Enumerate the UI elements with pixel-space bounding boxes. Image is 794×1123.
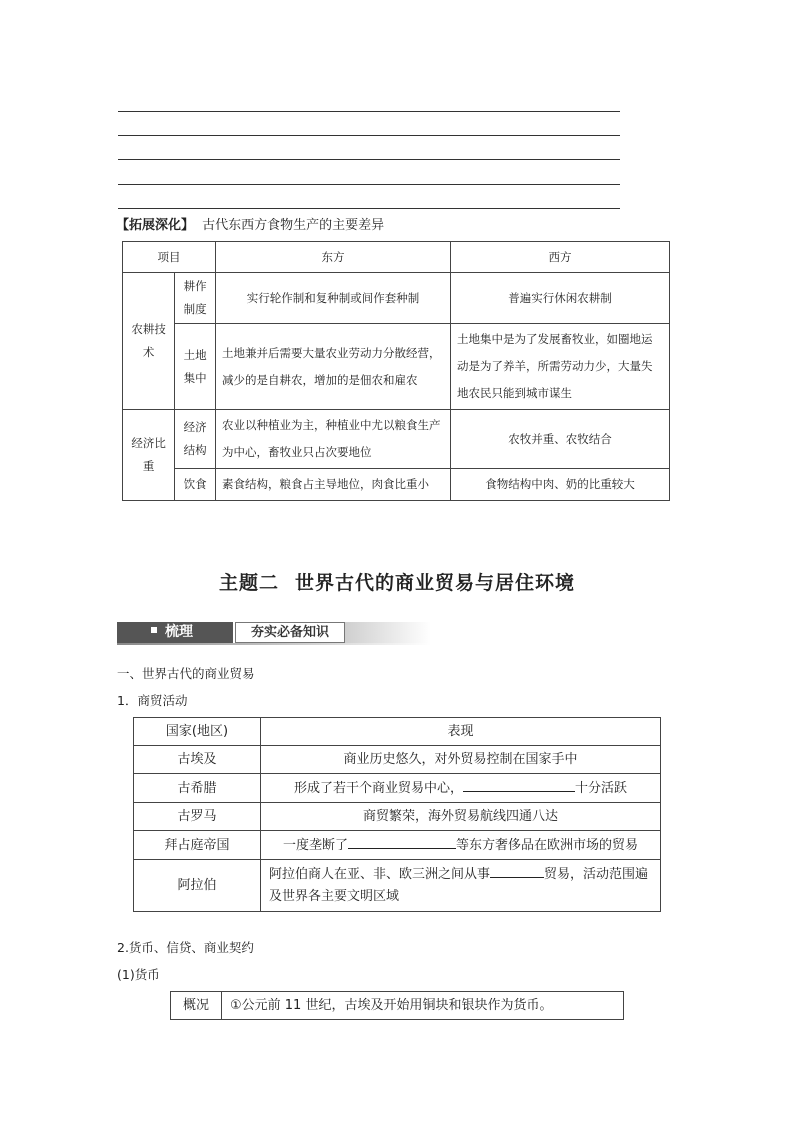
section2-heading: 2.货币、信贷、商业契约 [117, 940, 254, 955]
text-part: 阿拉伯商人在亚、非、欧三洲之间从事 [269, 867, 491, 882]
row-label: 土地集中 [175, 324, 216, 410]
group-farming: 农耕技术 [123, 273, 175, 410]
currency-table [170, 991, 624, 1020]
performance-cell [261, 860, 661, 912]
answer-line [118, 184, 620, 185]
performance-cell: 商业历史悠久，对外贸易控制在国家手中 [261, 746, 661, 774]
header-item: 项目 [123, 242, 216, 273]
cell-west: 普遍实行休闲农耕制 [451, 273, 670, 324]
fill-blank[interactable] [348, 834, 456, 849]
header-east: 东方 [216, 242, 451, 273]
section1-heading: 一、世界古代的商业贸易 [117, 666, 255, 681]
banner-dark-label: 梳理 [165, 624, 193, 640]
header-west: 西方 [451, 242, 670, 273]
header-country: 国家(地区) [134, 718, 261, 746]
row-label: 耕作制度 [175, 273, 216, 324]
row-label: 饮食 [175, 469, 216, 501]
text-part: 一度垄断了 [282, 838, 348, 853]
theme-title [0, 568, 794, 595]
trade-activities-table [133, 717, 661, 912]
extension-title: 古代东西方食物生产的主要差异 [202, 218, 385, 233]
theme-number: 主题二 [218, 572, 279, 594]
banner-gradient [345, 622, 431, 643]
cell-east: 素食结构，粮食占主导地位，肉食比重小 [216, 469, 451, 501]
text-part: 等东方奢侈品在欧洲市场的贸易 [456, 838, 639, 853]
section-banner [117, 621, 431, 645]
country-cell: 拜占庭帝国 [134, 831, 261, 860]
extension-heading [116, 217, 384, 235]
row-label: 经济结构 [175, 410, 216, 469]
theme-name: 世界古代的商业贸易与居住环境 [295, 572, 576, 594]
performance-cell: 商贸繁荣，海外贸易航线四通八达 [261, 803, 661, 831]
overview-label: 概况 [171, 992, 222, 1020]
cell-west: 土地集中是为了发展畜牧业，如圈地运动是为了养羊，所需劳动力少，大量失地农民只能到城市谋生 [451, 324, 670, 410]
group-economy: 经济比重 [123, 410, 175, 501]
answer-line [118, 111, 620, 112]
cell-east: 农业以种植业为主，种植业中尤以粮食生产为中心，畜牧业只占次要地位 [216, 410, 451, 469]
country-cell: 古埃及 [134, 746, 261, 774]
east-west-comparison-table [122, 241, 670, 501]
text-part: 贸易，活动范围遍及世界各主要文明区域 [269, 867, 649, 904]
overview-text: ①公元前 11 世纪，古埃及开始用铜块和银块作为货币。 [222, 992, 624, 1020]
square-bullet-icon [151, 627, 157, 633]
section2-sub: (1)货币 [117, 967, 160, 982]
fill-blank[interactable] [490, 863, 544, 878]
cell-east: 土地兼并后需要大量农业劳动力分散经营，减少的是自耕农，增加的是佃农和雇农 [216, 324, 451, 410]
banner-dark [117, 622, 233, 643]
country-cell: 阿拉伯 [134, 860, 261, 912]
answer-line [118, 159, 620, 160]
country-cell: 古罗马 [134, 803, 261, 831]
performance-cell [261, 774, 661, 803]
cell-east: 实行轮作制和复种制或间作套种制 [216, 273, 451, 324]
extension-tag: 【拓展深化】 [116, 218, 195, 233]
section1-sub: 1．商贸活动 [117, 693, 188, 708]
banner-light-label: 夯实必备知识 [235, 622, 345, 643]
country-cell: 古希腊 [134, 774, 261, 803]
cell-west: 农牧并重、农牧结合 [451, 410, 670, 469]
fill-blank[interactable] [463, 777, 575, 792]
text-part: 形成了若干个商业贸易中心， [293, 781, 463, 796]
header-performance: 表现 [261, 718, 661, 746]
performance-cell [261, 831, 661, 860]
answer-line [118, 135, 620, 136]
answer-line [118, 208, 620, 209]
cell-west: 食物结构中肉、奶的比重较大 [451, 469, 670, 501]
banner-rule [117, 643, 431, 645]
text-part: 十分活跃 [575, 781, 628, 796]
